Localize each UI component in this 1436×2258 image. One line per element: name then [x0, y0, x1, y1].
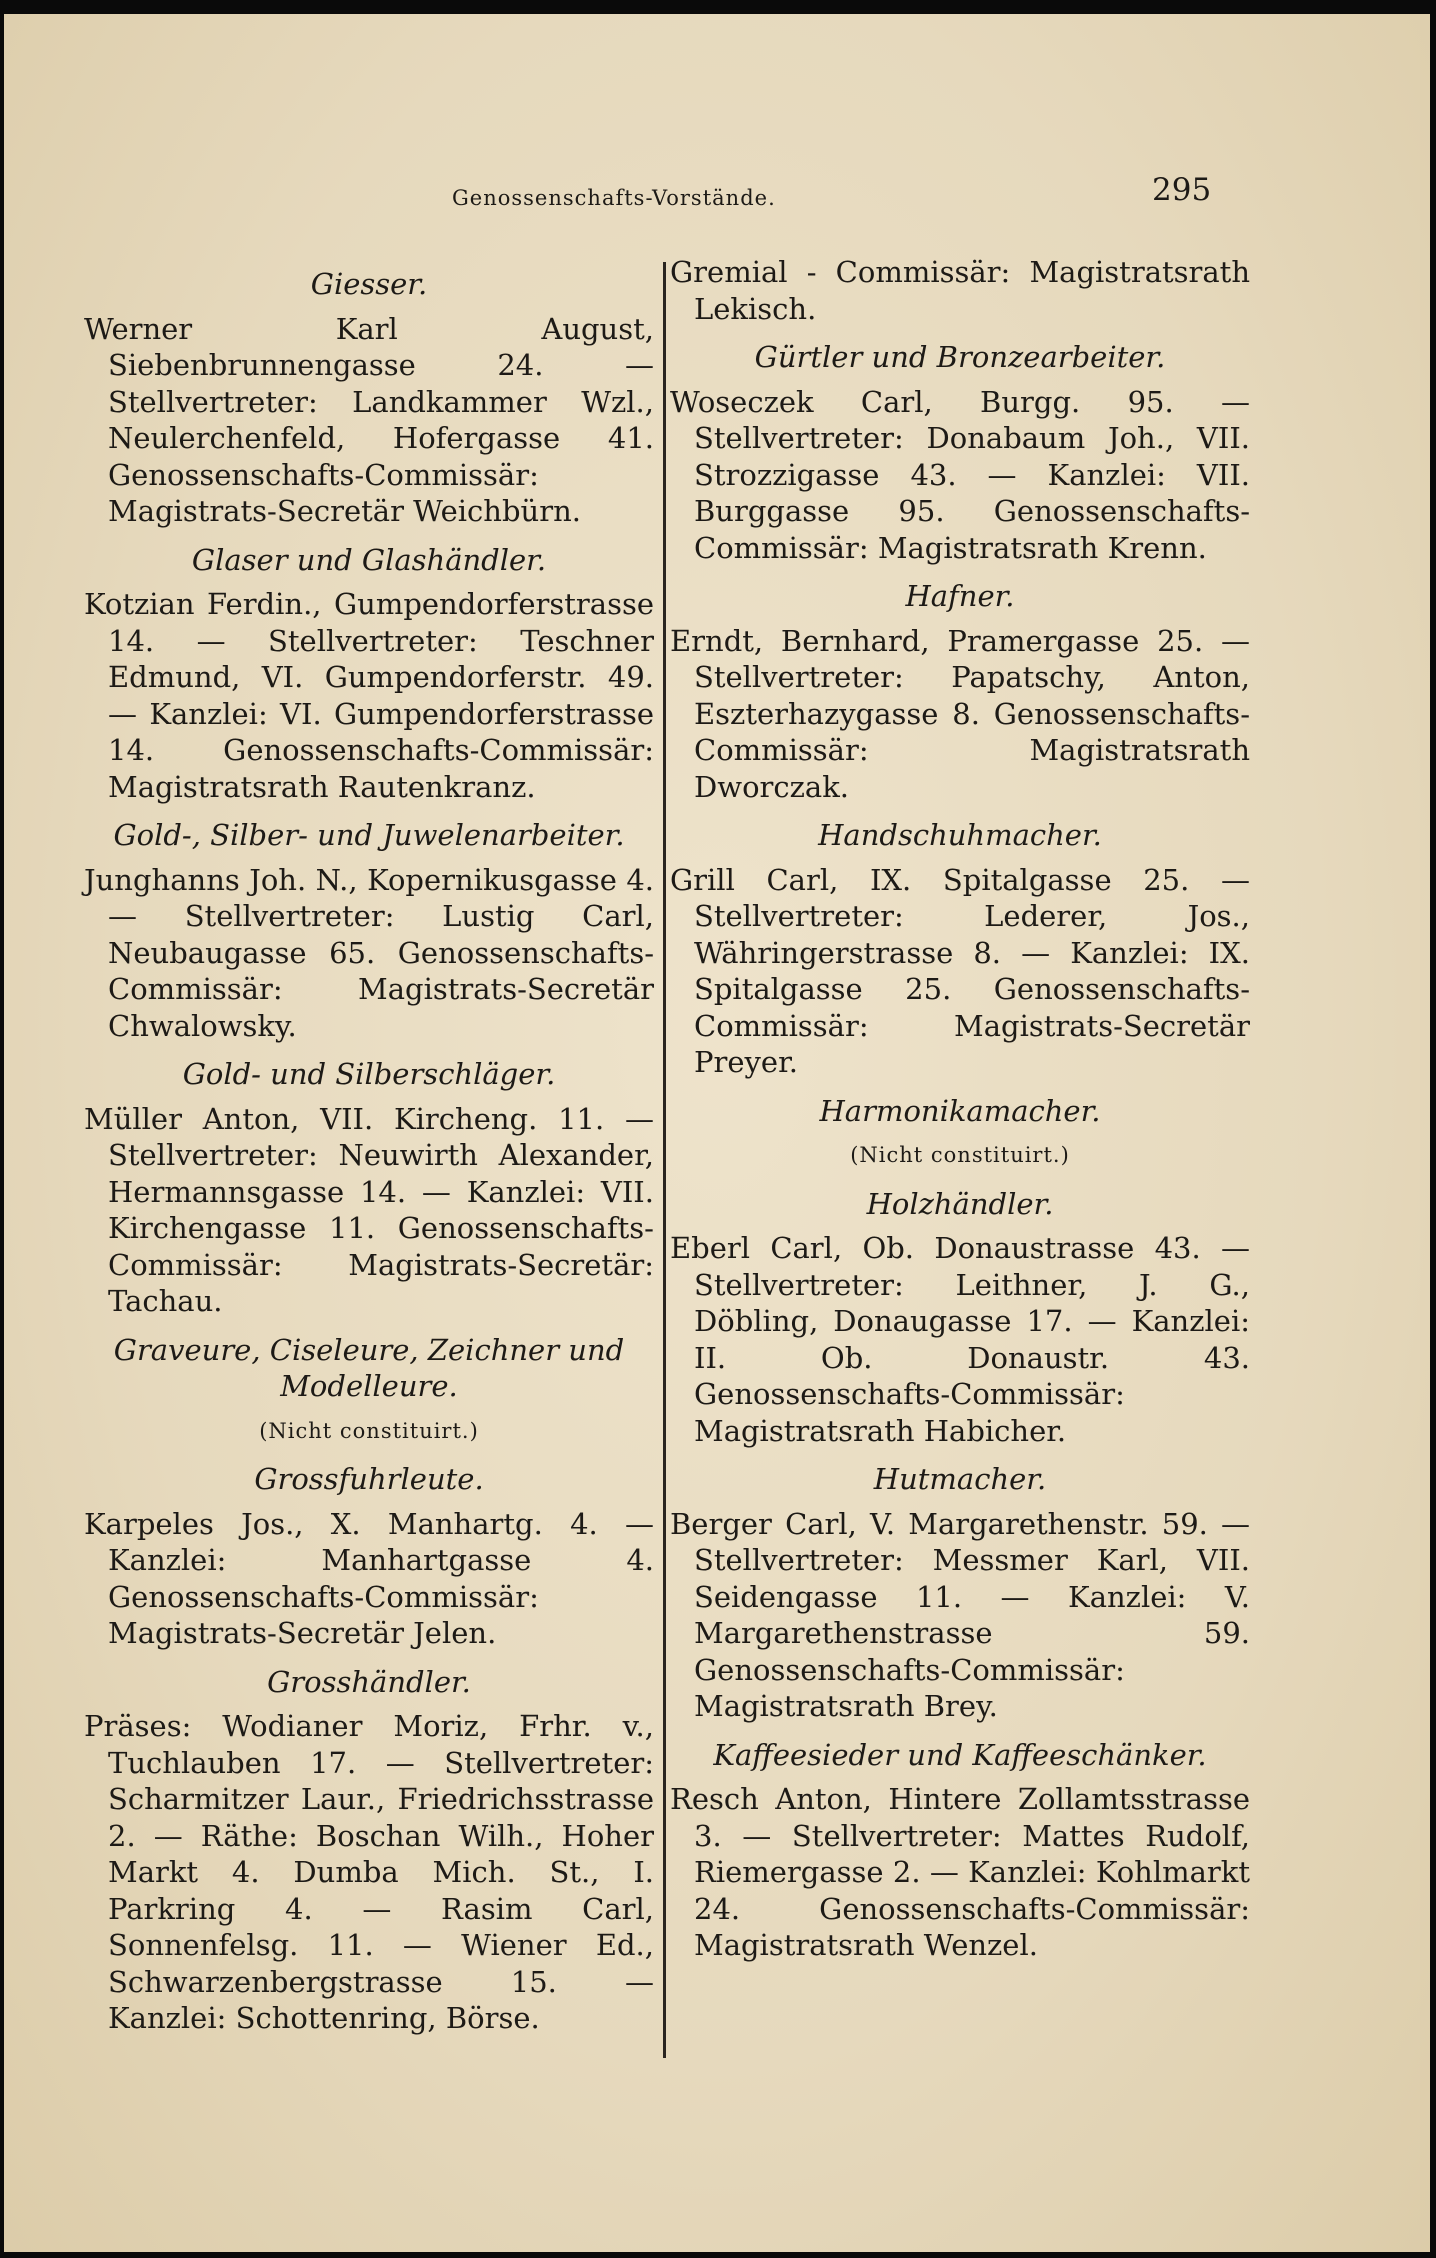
- guild-section-glaser: [84, 542, 654, 806]
- section-note: (Nicht constituirt.): [850, 1143, 1070, 1167]
- section-entry: Erndt, Bernhard, Pramergasse 25. — Stellvertreter: Papatschy, Anton, Eszterhazygasse 8. Genossenschafts-Commissär: Magistratsrath Dworczak.: [670, 623, 1250, 804]
- section-note: (Nicht constituirt.): [259, 1418, 479, 1443]
- guild-section-kaffeesieder: [670, 1737, 1250, 1964]
- section-heading: Hutmacher.: [873, 1462, 1047, 1496]
- left-column: [84, 254, 654, 2041]
- guild-section-grossfuhrleute: [84, 1461, 654, 1652]
- section-entry: Werner Karl August, Siebenbrunnengasse 24. — Stellvertreter: Landkammer Wzl., Neulerchenfeld, Hofergasse 41. Genossenschafts-Commissär: Magistrats-Secretär Weichbürn.: [84, 311, 654, 528]
- section-heading: Handschuhmacher.: [818, 818, 1102, 852]
- section-heading: Gold- und Silberschläger.: [182, 1057, 556, 1091]
- guild-section-hutmacher: [670, 1461, 1250, 1725]
- page-header: [4, 172, 1430, 222]
- section-heading: Giesser.: [310, 267, 428, 301]
- guild-section-harmonikamacher: [670, 1093, 1250, 1174]
- section-entry: Präses: Wodianer Moriz, Frhr. v., Tuchlauben 17. — Stellvertreter: Scharmitzer Laur., Friedrichsstrasse 2. — Räthe: Boschan Wilh., Hoher Markt 4. Dumba Mich. St., I. Parkring 4. — Rasim Carl, Sonnenfelsg. 11. — Wiener Ed., Schwarzenbergstrasse 15. — Kanzlei: Schottenring, Börse.: [84, 1709, 654, 2035]
- section-heading: Kaffeesieder und Kaffeeschänker.: [713, 1737, 1207, 1772]
- running-title: Genossenschafts-Vorstände.: [452, 186, 776, 210]
- section-entry: Resch Anton, Hintere Zollamtsstrasse 3. — Stellvertreter: Mattes Rudolf, Riemergasse 2. — Kanzlei: Kohlmarkt 24. Genossenschafts-Commissär: Magistratsrath Wenzel.: [670, 1782, 1250, 1962]
- guild-section-graveure: [84, 1332, 654, 1450]
- document-page: [4, 14, 1430, 2252]
- section-entry: Junghanns Joh. N., Kopernikusgasse 4. — Stellvertreter: Lustig Carl, Neubaugasse 65. Genossenschafts-Commissär: Magistrats-Secretär Chwalowsky.: [84, 862, 654, 1043]
- section-heading: Holzhändler.: [866, 1186, 1054, 1221]
- guild-section-grosshaendler: [84, 1664, 654, 2037]
- guild-section-giesser: [84, 266, 654, 530]
- guild-section-gremial-continued: [670, 254, 1250, 327]
- section-entry: Grill Carl, IX. Spitalgasse 25. — Stellvertreter: Lederer, Jos., Währingerstrasse 8. — Kanzlei: IX. Spitalgasse 25. Genossenschafts-Commissär: Magistrats-Secretär Preyer.: [670, 862, 1250, 1079]
- section-heading: Gürtler und Bronzearbeiter.: [754, 340, 1166, 374]
- column-divider: [663, 262, 666, 2058]
- guild-section-guertler: [670, 339, 1250, 566]
- guild-section-holzhaendler: [670, 1186, 1250, 1450]
- right-column: [670, 254, 1250, 1968]
- section-entry: Eberl Carl, Ob. Donaustrasse 43. — Stellvertreter: Leithner, J. G., Döbling, Donaugasse 17. — Kanzlei: II. Ob. Donaustr. 43. Genossenschafts-Commissär: Magistratsrath Habicher.: [670, 1231, 1250, 1448]
- section-entry: Kotzian Ferdin., Gumpendorferstrasse 14. — Stellvertreter: Teschner Edmund, VI. Gumpendorferstr. 49. — Kanzlei: VI. Gumpendorferstrasse 14. Genossenschafts-Commissär: Magistratsrath Rautenkranz.: [84, 587, 654, 804]
- guild-section-handschuhmacher: [670, 817, 1250, 1081]
- section-entry: Müller Anton, VII. Kircheng. 11. — Stellvertreter: Neuwirth Alexander, Hermannsgasse 14. — Kanzlei: VII. Kirchengasse 11. Genossenschafts-Commissär: Magistrats-Secretär: Tachau.: [84, 1101, 654, 1318]
- page-number: 295: [1152, 172, 1212, 208]
- section-entry: Karpeles Jos., X. Manhartg. 4. — Kanzlei: Manhartgasse 4. Genossenschafts-Commissär: Magistrats-Secretär Jelen.: [84, 1506, 654, 1650]
- section-heading: Grossfuhrleute.: [254, 1462, 484, 1496]
- section-entry: Berger Carl, V. Margarethenstr. 59. — Stellvertreter: Messmer Karl, VII. Seidengasse 11. — Kanzlei: V. Margarethenstrasse 59. Genossenschafts-Commissär: Magistratsrath Brey.: [670, 1506, 1250, 1723]
- guild-section-juwelenarbeiter: [84, 817, 654, 1044]
- section-heading: Graveure, Ciseleure, Zeichner und Modelleure.: [113, 1332, 625, 1403]
- guild-section-hafner: [670, 578, 1250, 805]
- guild-section-silberschlaeger: [84, 1056, 654, 1320]
- section-entry: Gremial - Commissär: Magistratsrath Lekisch.: [670, 255, 1250, 326]
- section-heading: Glaser und Glashändler.: [191, 542, 547, 577]
- section-entry: Woseczek Carl, Burgg. 95. — Stellvertreter: Donabaum Joh., VII. Strozzigasse 43. — Kanzlei: VII. Burggasse 95. Genossenschafts-Commissär: Magistratsrath Krenn.: [670, 384, 1250, 565]
- section-heading: Gold-, Silber- und Juwelenarbeiter.: [113, 818, 625, 852]
- section-heading: Grosshändler.: [267, 1664, 471, 1699]
- section-heading: Hafner.: [905, 579, 1015, 613]
- section-heading: Harmonikamacher.: [819, 1093, 1101, 1128]
